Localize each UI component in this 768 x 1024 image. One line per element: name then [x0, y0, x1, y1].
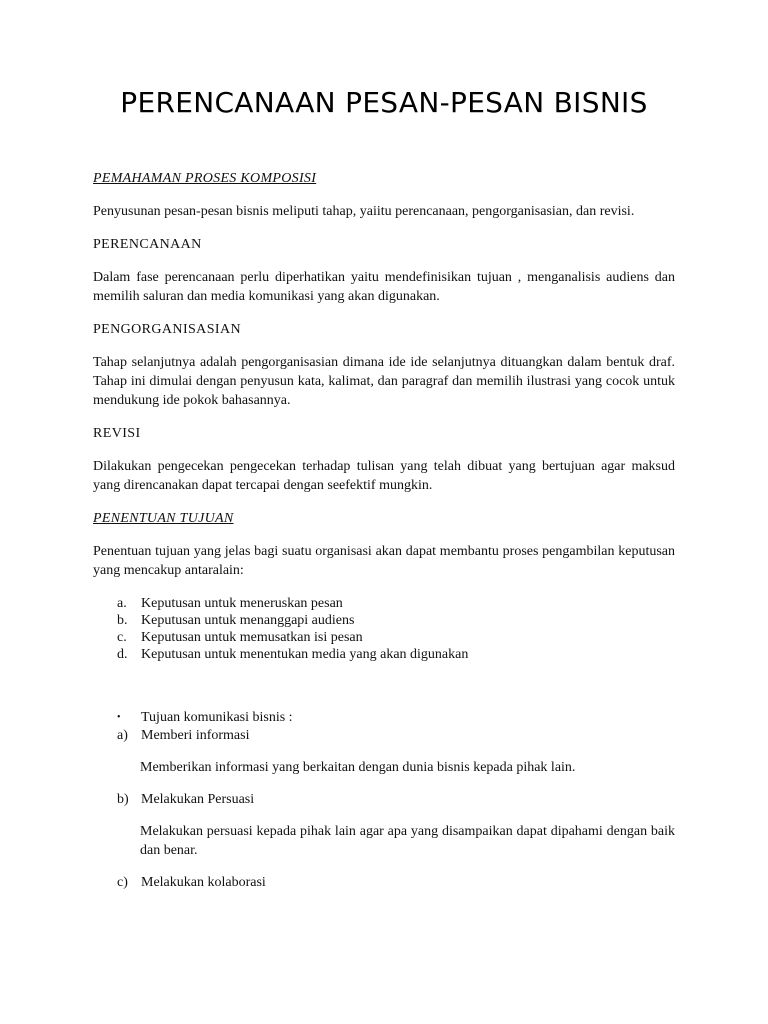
pengorganisasian-text: Tahap selanjutnya adalah pengorganisasian dimana ide ide selanjutnya dituangkan dalam bentuk draf. Tahap ini dimulai dengan penyusun kata, kalimat, dan paragraf dan memilih ilustrasi yang cocok untuk mendukung ide pokok bahasannya. — [93, 355, 675, 408]
list-item — [117, 612, 675, 629]
list-marker: d. — [117, 647, 128, 662]
list-item-text: Keputusan untuk memusatkan isi pesan — [141, 630, 363, 645]
goal-title: Melakukan kolaborasi — [141, 875, 266, 890]
goal-marker: c) — [117, 875, 128, 890]
bullet-text: Tujuan komunikasi bisnis : — [141, 710, 293, 725]
list-item-text: Keputusan untuk meneruskan pesan — [141, 596, 343, 611]
list-item — [117, 629, 675, 646]
revisi-heading: REVISI — [93, 426, 141, 441]
decision-list — [93, 595, 675, 663]
goal-description: Melakukan persuasi kepada pihak lain agar apa yang disampaikan dapat dipahami dengan baik dan benar. — [140, 824, 675, 858]
document-title: PERENCANAAN PESAN-PESAN BISNIS — [120, 86, 648, 119]
goal-item — [93, 727, 675, 745]
revisi-text: Dilakukan pengecekan pengecekan terhadap tulisan yang telah dibuat yang bertujuan agar maksud yang direncanakan dapat tercapai dengan seefektif mungkin. — [93, 459, 675, 493]
section-heading-komposisi: PEMAHAMAN PROSES KOMPOSISI — [93, 171, 317, 186]
goal-item — [93, 874, 675, 892]
komposisi-intro: Penyusunan pesan-pesan bisnis meliputi tahap, yaiitu perencanaan, pengorganisasian, dan revisi. — [93, 204, 635, 219]
bullet-icon: • — [117, 712, 121, 723]
pengorganisasian-heading: PENGORGANISASIAN — [93, 322, 241, 337]
section-heading-tujuan: PENENTUAN TUJUAN — [93, 511, 234, 526]
goal-description: Memberikan informasi yang berkaitan dengan dunia bisnis kepada pihak lain. — [140, 760, 576, 775]
goal-marker: a) — [117, 728, 128, 743]
list-marker: c. — [117, 630, 127, 645]
goal-title: Melakukan Persuasi — [141, 792, 255, 807]
list-item — [117, 646, 675, 663]
bullet-item — [93, 709, 675, 727]
goal-title: Memberi informasi — [141, 728, 250, 743]
document-body — [93, 170, 675, 905]
list-item-text: Keputusan untuk menanggapi audiens — [141, 613, 355, 628]
tujuan-intro: Penentuan tujuan yang jelas bagi suatu organisasi akan dapat membantu proses pengambilan keputusan yang mencakup antaralain: — [93, 544, 675, 578]
goal-marker: b) — [117, 792, 129, 807]
list-item-text: Keputusan untuk menentukan media yang akan digunakan — [141, 647, 469, 662]
list-item — [117, 595, 675, 612]
perencanaan-heading: PERENCANAAN — [93, 237, 202, 252]
perencanaan-text: Dalam fase perencanaan perlu diperhatikan yaitu mendefinisikan tujuan , menganalisis audiens dan memilih saluran dan media komunikasi yang akan digunakan. — [93, 270, 675, 304]
list-marker: b. — [117, 613, 128, 628]
goal-item — [93, 791, 675, 809]
list-marker: a. — [117, 596, 127, 611]
